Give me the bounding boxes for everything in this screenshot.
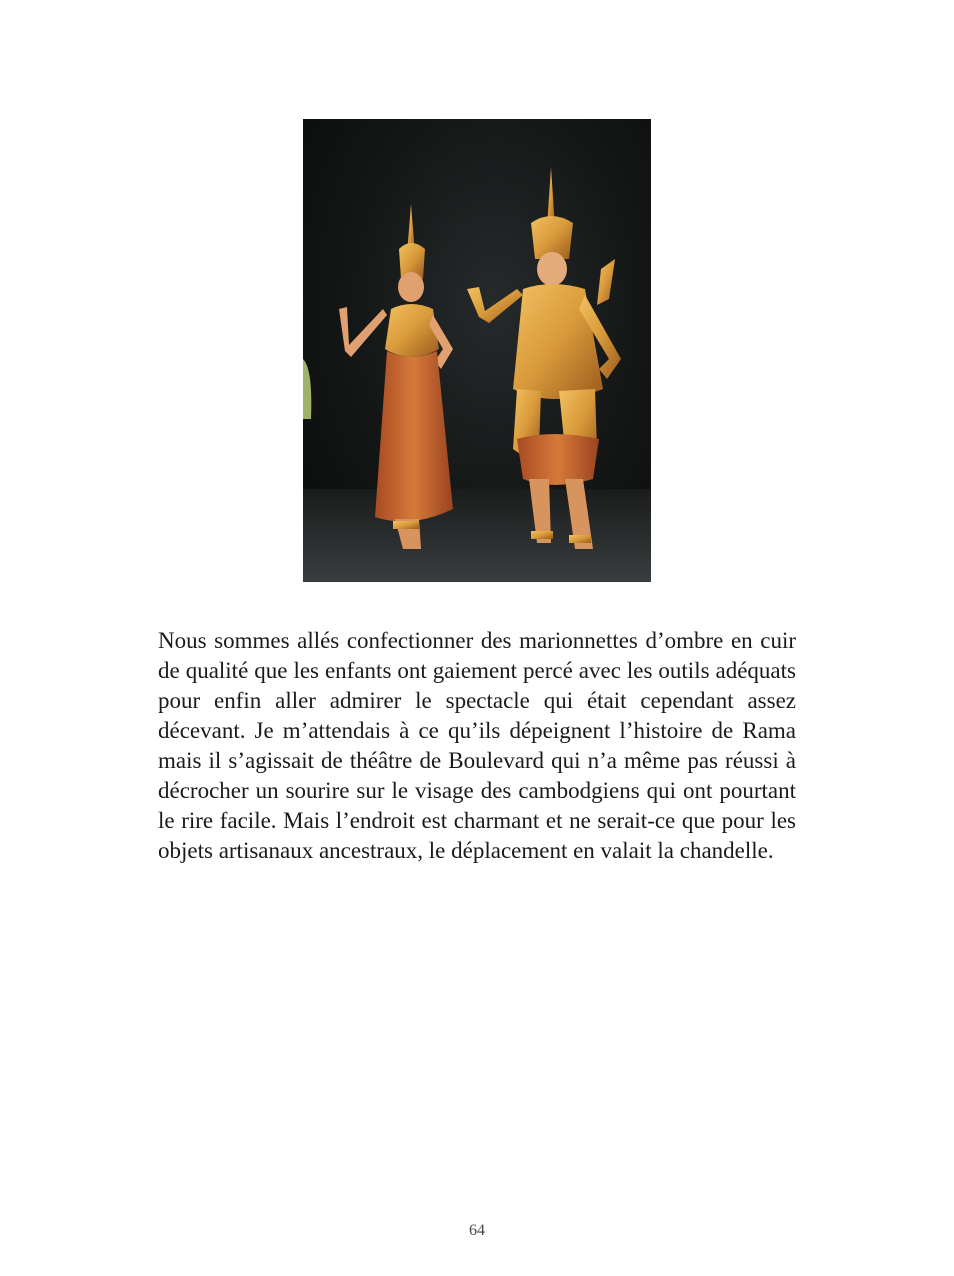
stage-floor (303, 489, 651, 582)
page-number: 64 (469, 1222, 485, 1239)
body-paragraph: Nous sommes allés confectionner des marionnettes d’ombre en cuir de qualité que les enfants ont gaiement percé avec les outils adéquats pour enfin aller admirer le spectacle qui était cependant assez décevant. Je m’attendais à ce qu’ils dépeignent l’histoire de Rama mais il s’agissait de théâtre de Boulevard qui n’a même pas réussi à décrocher un sourire sur le visage des cambodgiens qui ont pourtant le rire facile. Mais l’endroit est charmant et ne serait-ce que pour les objets artisanaux ancestraux, le déplacement en valait la chandelle. (158, 628, 796, 863)
partial-dancer (303, 359, 311, 419)
dancers-photo (303, 119, 651, 582)
